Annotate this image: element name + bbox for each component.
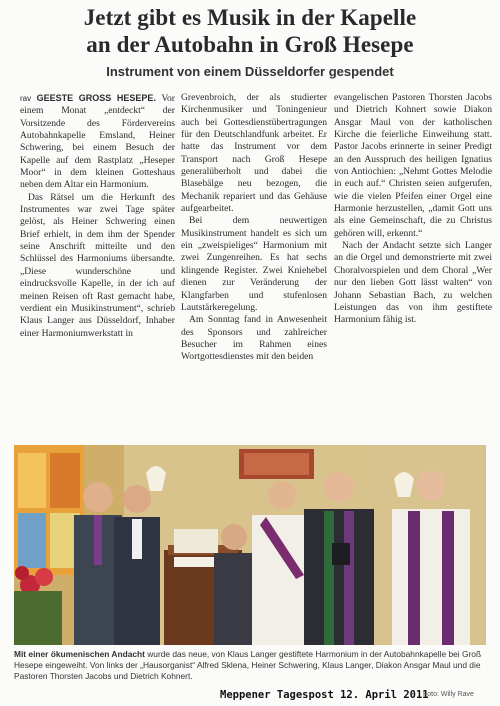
article-body <box>20 92 490 442</box>
article-column-3 <box>334 92 492 327</box>
stained-glass-window <box>14 445 84 575</box>
headline <box>10 4 490 58</box>
source-line: Meppener Tagespost 12. April 2011 <box>220 689 429 701</box>
headline-line-2: an der Autobahn in Groß Hesepe <box>86 32 414 57</box>
paragraph: Das Rätsel um die Herkunft des Instrumentes war zwei Tage später gelöst, als Heiner Schwering einen Brief erhielt, in dem ihm der Spender seine Anschrift mitteilte und den Schlüssel des Harmoniums übersandte. „Diese wunderschöne und eindrucksvolle Kapelle, in der ich auf meinen Reisen oft Rast gemacht habe, verdient ein Musikinstrument“, schrieb Klaus Langer aus Düsseldorf, Inhaber einer Harmoniumwerkstatt in <box>20 191 175 339</box>
subheadline: Instrument von einem Düsseldorfer gespendet <box>106 64 394 79</box>
paragraph: Vor einem Monat „entdeckt“ der Vorsitzende des Fördervereins Autobahnkapelle Emsland, Heiner Schwering, bei einem Besuch der Kapelle auf dem Rastplatz „Heseper Moor“ in dem kleinen Gotteshaus neben dem Altar ein Harmonium. <box>20 93 175 191</box>
paragraph: evangelischen Pastoren Thorsten Jacobs und Dietrich Kohnert sowie Diakon Ansgar Maul von der katholischen Kirche die feierliche Einweihung statt. Pastor Jacobs erinnerte in seiner Predigt an den Ausspruch des heiligen Ignatius von Antiochien: „Nehmt Gottes Melodie in euch auf.“ Christen seien aufgerufen, wie die vielen Pfeifen einer Orgel eine Harmonie herzustellen, „damit Gott uns als eine Gemeinschaft, die zu Christus gehören will, erkennt.“ <box>334 92 492 239</box>
location: GEESTE GROSS HESEPE. <box>36 93 156 103</box>
caption-text: wurde das neue, von Klaus Langer gestiftete Harmonium in der Autobahnkapelle bei Groß Hesepe eingeweiht. Von links der „Hausorganist“ Alfred Sklena, Heiner Schwering, Klaus Langer, Diakon Ansgar Maul und die Pastoren Thorsten Jacobs und Dietrich Kohnert. <box>14 649 482 681</box>
paragraph: Am Sonntag fand in Anwesenheit des Sponsors und zahlreicher Besucher im Rahmen eines Wortgottesdienstes mit den beiden <box>181 314 327 363</box>
paragraph: Bei dem neuwertigen Musikinstrument handelt es sich um ein „zweispieliges“ Harmonium mit zwei Zungenreihen. Es hat sechs klingende Register. Zwei Kniehebel dienen zur Veränderung der Klangfarben und stufenlosen Lautstärkeregelung. <box>181 215 327 313</box>
caption-lead: Mit einer ökumenischen Andacht <box>14 649 145 659</box>
paragraph: Nach der Andacht setzte sich Langer an die Orgel und demonstrierte mit zwei Choralvorspielen und dem Choral „Wer nur den lieben Gott lässt walten“ von Johann Sebastian Bach, zu welchen Leistungen das von ihm gestiftete Harmonium fähig ist. <box>334 240 492 326</box>
photo-credit: Foto: Willy Rave <box>423 691 474 698</box>
chapel-photo <box>14 445 486 645</box>
photo-caption <box>14 649 486 682</box>
paragraph: Grevenbroich, der als studierter Kirchenmusiker und Toningenieur auch bei Gottesdienstübertragungen für den Deutschlandfunk arbeitet. Er hatte das Instrument vor dem Transport nach Groß Hesepe generalüberholt und dabei die Blasebälge neu bezogen, die Mechanik repariert und das Gehäuse aufgearbeitet. <box>181 92 327 215</box>
dateline: rav <box>20 94 32 103</box>
headline-line-1: Jetzt gibt es Musik in der Kapelle <box>83 5 417 30</box>
article-column-2 <box>181 92 327 364</box>
article-column-1 <box>20 92 175 340</box>
